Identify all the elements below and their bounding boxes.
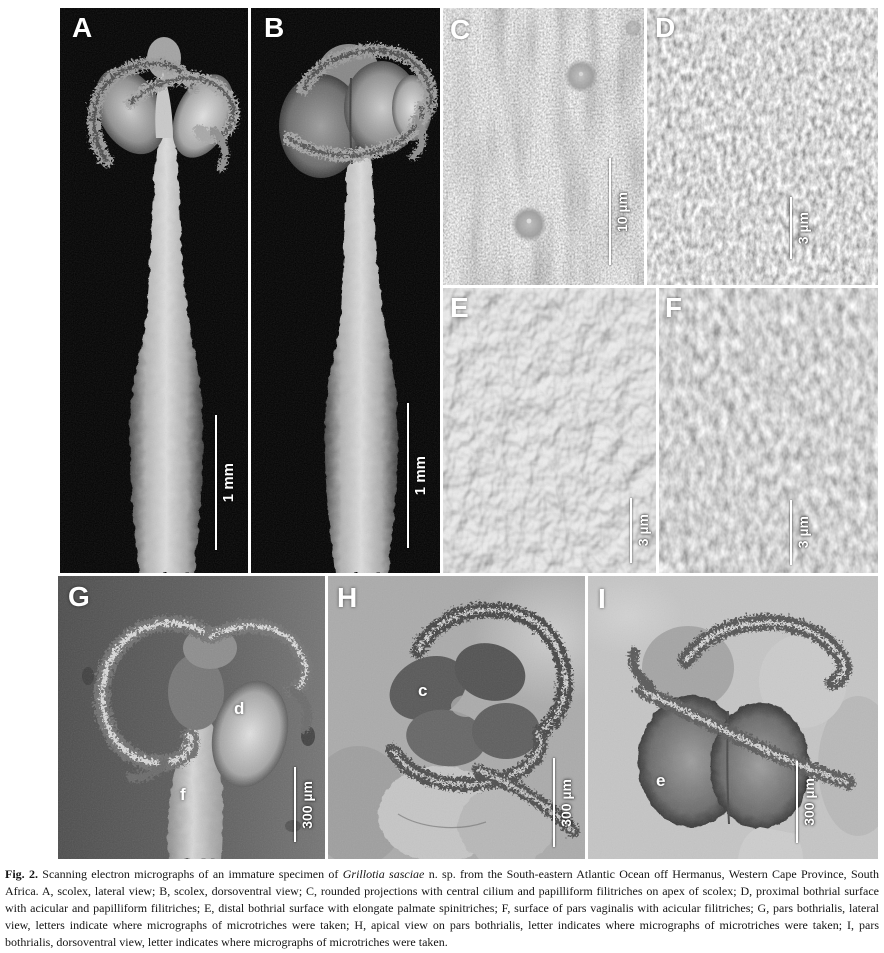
annotation-letter-e: e [656, 771, 666, 790]
panel-A [60, 8, 248, 573]
annotation-letter-f: f [180, 785, 186, 804]
panel-I [588, 576, 878, 859]
micrograph-pars-bothrialis-lateral [58, 576, 325, 859]
scale-bar [630, 498, 651, 563]
scale-bar-label: 300 µm [558, 778, 574, 827]
figure-caption [5, 866, 879, 951]
panel-G [58, 576, 325, 859]
scale-bar-line [407, 403, 409, 548]
scale-bar-label: 10 µm [614, 191, 630, 232]
panel-label: B [264, 12, 285, 43]
scale-bar-line [553, 758, 555, 847]
micrograph-proximal-bothrial-surface [647, 8, 878, 285]
panel-E [443, 288, 656, 573]
micrograph-pars-bothrialis-apical [328, 576, 585, 859]
scale-bar-label: 300 µm [299, 780, 315, 829]
species-name: Grillotia sasciae [342, 867, 425, 881]
panel-label: H [337, 582, 358, 613]
annotation-letter-c: c [418, 681, 428, 700]
panel-C [443, 8, 644, 285]
scale-bar-line [796, 761, 798, 843]
annotation-letter-d: d [234, 699, 245, 718]
panel-D [647, 8, 878, 285]
scale-bar-line [630, 498, 632, 563]
micrograph-pars-bothrialis-dorsoventral [588, 576, 878, 859]
caption-text-before-species: Scanning electron micrographs of an immature specimen of [37, 867, 343, 881]
scale-bar [553, 758, 574, 847]
scale-bar-line [294, 767, 296, 842]
scale-bar-label: 300 µm [801, 778, 817, 826]
panel-F [659, 288, 878, 573]
scale-bar-line [215, 415, 217, 550]
micrograph-pars-vaginalis-surface [659, 288, 878, 573]
panel-label: G [68, 581, 90, 612]
scale-bar-label: 1 mm [412, 455, 429, 496]
scale-bar [790, 197, 811, 259]
scale-bar [796, 761, 817, 843]
scale-bar-line [790, 197, 792, 259]
scale-bar-label: 3 µm [635, 514, 651, 547]
panel-label: I [598, 583, 606, 614]
scale-bar [407, 403, 429, 548]
scale-bar-label: 3 µm [795, 516, 811, 549]
panel-label: A [72, 12, 93, 43]
scale-bar-label: 1 mm [220, 462, 237, 503]
caption-figure-label: Fig. 2. [5, 867, 38, 881]
scale-bar [609, 158, 630, 265]
caption-text-after-species: n. sp. from the South-eastern Atlantic Ocean off Hermanus, Western Cape Province, South Africa. A, scolex, lateral view; B, scolex, dorsoventral view; C, rounded projections with central cilium and papilliform filitriches on apex of scolex; D, proximal bothrial surface with acicular and papilliform filitriches; E, distal bothrial surface with elongate palmate spinitriches; F, surface of pars vaginalis with acicular filitriches; G, pars bothrialis, lateral view, letters indicate where micrographs of microtriches were taken; H, apical view on pars bothrialis, letter indicates where micrographs of microtriches were taken; I, pars bothrialis, dorsoventral view, letter indicates where micrographs of microtriches were taken. [5, 867, 879, 949]
panel-label: E [450, 292, 469, 323]
panel-H [328, 576, 585, 859]
scale-bar [294, 767, 315, 842]
micrograph-distal-bothrial-surface [443, 288, 656, 573]
panel-label: C [450, 14, 471, 45]
scale-bar [215, 415, 237, 550]
panel-label: F [665, 292, 683, 323]
scale-bar [790, 500, 811, 565]
scale-bar-line [790, 500, 792, 565]
scale-bar-label: 3 µm [795, 211, 811, 245]
panel-label: D [655, 12, 676, 43]
panel-B [251, 8, 440, 573]
scale-bar-line [609, 158, 611, 265]
